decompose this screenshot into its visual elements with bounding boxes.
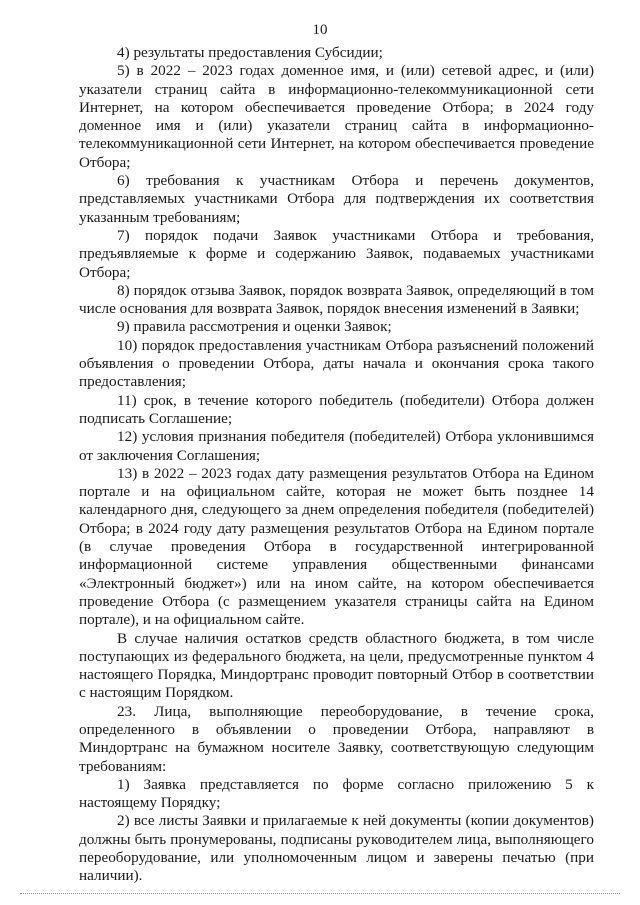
- list-item-13-results-publication: 13) в 2022 – 2023 годах дату размещения результатов Отбора на Едином портале и на официальном сайте, которая не может быть позднее 14 календарного дня, следующего за днем определения победителя (победителей) Отбора; в 2024 году дату размещения результатов Отбора на Едином портале (в случае проведения Отбора в государственной интегрированной информационной системе управления общественными финансами «Электронный бюджет») или на ином сайте, на котором обеспечивается проведение Отбора (с размещением указателя страницы сайта на Едином портале), и на официальном сайте.: [79, 464, 594, 629]
- list-item-9-evaluation-rules: 9) правила рассмотрения и оценки Заявок;: [117, 318, 392, 336]
- requirement-item-2: 2) все листы Заявки и прилагаемые к ней документы (копии документов) должны быть пронумерованы, подписаны руководителем лица, выполняющего переоборудование, или уполномоченным лицом и заверены печатью (при наличии).: [79, 812, 594, 885]
- list-item-7-application-procedure: 7) порядок подачи Заявок участниками Отбора и требования, предъявляемые к форме и содержанию Заявок, подаваемых участниками Отбора;: [79, 226, 594, 281]
- document-body: [79, 44, 594, 886]
- scan-bottom-edge: [20, 893, 620, 894]
- list-item-10-clarifications: 10) порядок предоставления участникам Отбора разъяснений положений объявления о проведении Отбора, даты начала и окончания срока такого предоставления;: [79, 336, 594, 391]
- list-item-5-domain-name: 5) в 2022 – 2023 годах доменное имя, и (или) сетевой адрес, и (или) указатели страниц сайта в информационно-телекоммуникационной сети Интернет, на котором обеспечивается проведение Отбора; в 2024 году доменное имя и (или) указатели страниц сайта в информационно-телекоммуникационной сети Интернет, на котором обеспечивается проведение Отбора;: [79, 62, 594, 171]
- paragraph-repeat-selection: В случае наличия остатков средств областного бюджета, в том числе поступающих из федерального бюджета, на цели, предусмотренные пунктом 4 настоящего Порядка, Миндортранс проводит повторный Отбор в соответствии с настоящим Порядком.: [79, 629, 594, 702]
- requirement-item-1: 1) Заявка представляется по форме согласно приложению 5 к настоящему Порядку;: [79, 775, 594, 812]
- list-item-6-participant-requirements: 6) требования к участникам Отбора и перечень документов, представляемых участниками Отбора для подтверждения их соответствия указанным требованиям;: [79, 172, 594, 226]
- page-number: 10: [312, 22, 328, 38]
- list-item-8-withdrawal-procedure: 8) порядок отзыва Заявок, порядок возврата Заявок, определяющий в том числе основания для возврата Заявок, порядок внесения изменений в Заявки;: [79, 281, 594, 318]
- list-item-11-signing-deadline: 11) срок, в течение которого победитель (победители) Отбора должен подписать Соглашение;: [79, 391, 594, 427]
- list-item-4-subsidy-results: 4) результаты предоставления Субсидии;: [117, 44, 383, 61]
- paragraph-section-23: 23. Лица, выполняющие переоборудование, в течение срока, определенного в объявлении о проведении Отбора, направляют в Миндортранс на бумажном носителе Заявку, соответствующую следующим требованиям:: [79, 702, 594, 775]
- list-item-12-evasion-conditions: 12) условия признания победителя (победителей) Отбора уклонившимся от заключения Соглашения;: [79, 428, 594, 464]
